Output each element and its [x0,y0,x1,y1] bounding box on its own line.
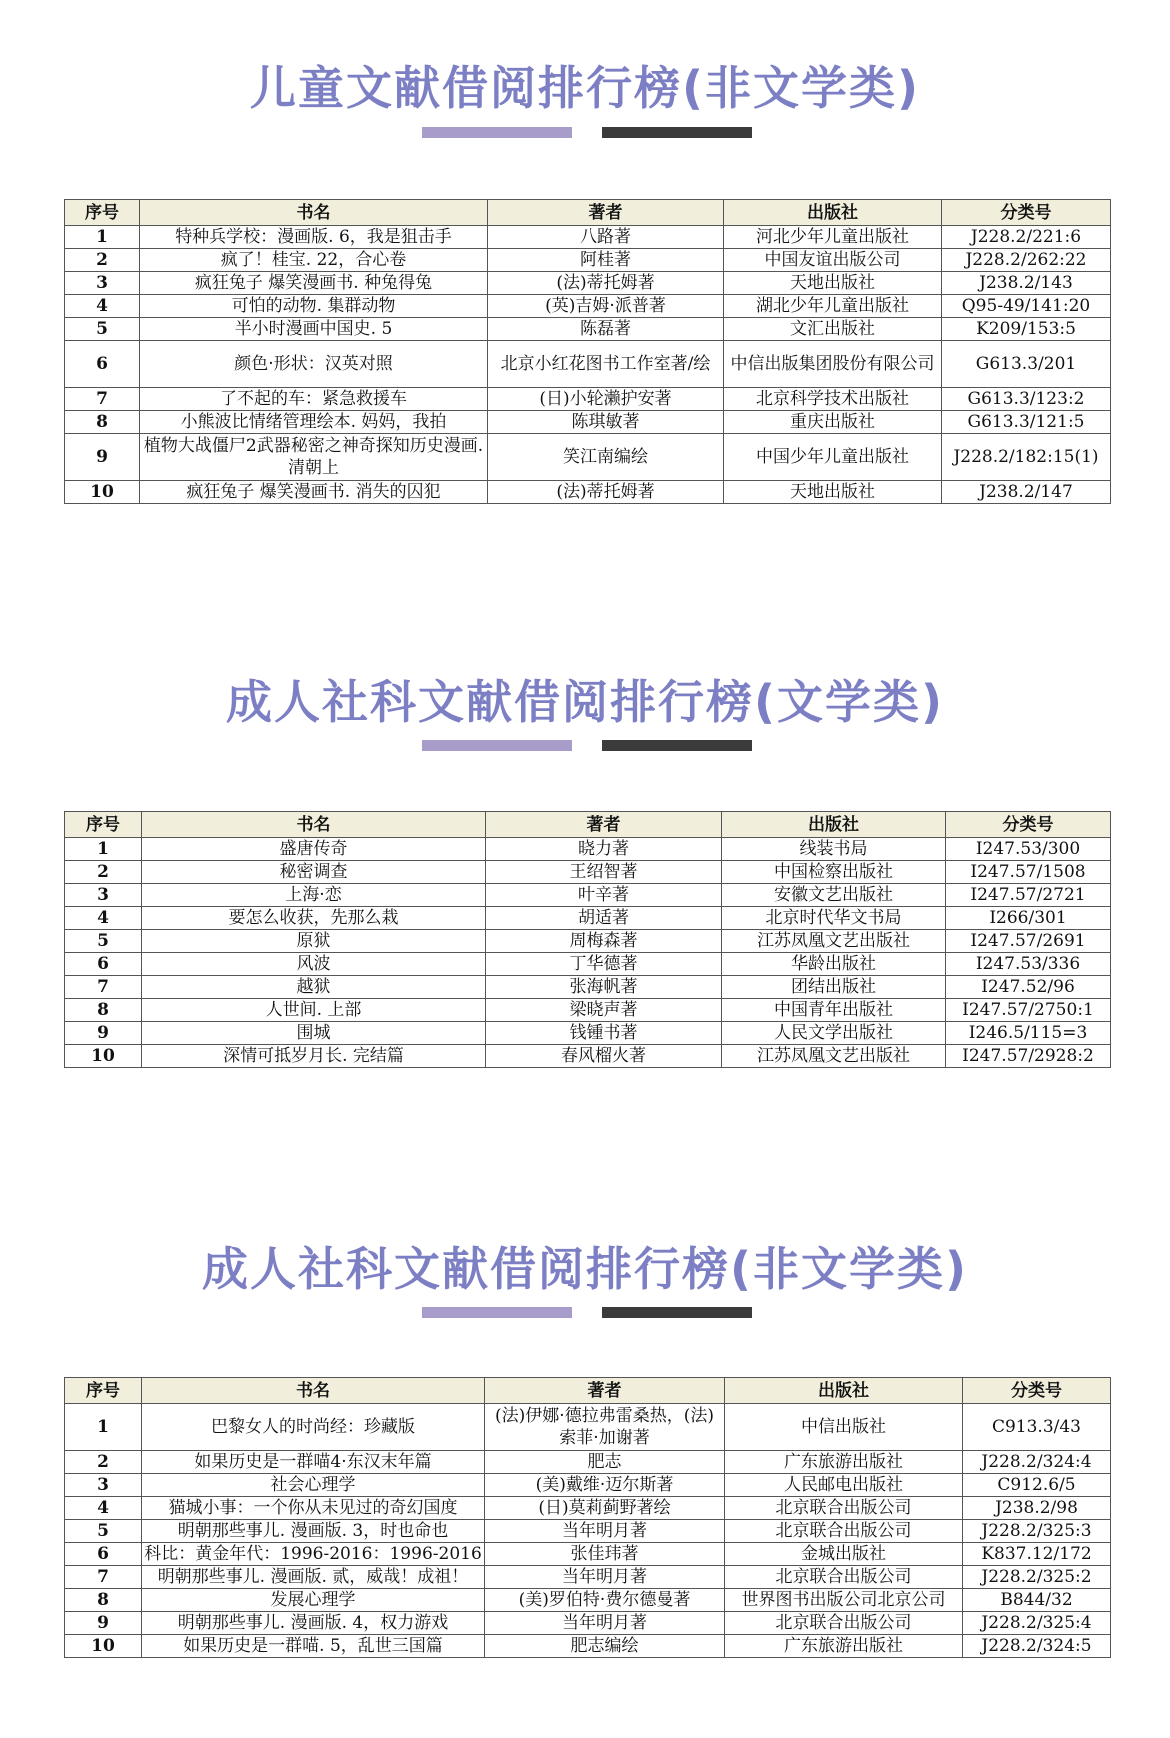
rank-cell: 2 [65,861,142,884]
author-cell: 当年明月著 [485,1566,725,1589]
callnumber-cell: J228.2/325:2 [963,1566,1111,1589]
section-1-divider-right [602,127,752,138]
table-row [65,318,1111,341]
title-cell: 半小时漫画中国史. 5 [140,318,488,341]
title-cell: 要怎么收获，先那么栽 [142,907,486,930]
rank-cell: 7 [65,976,142,999]
publisher-cell: 广东旅游出版社 [725,1451,963,1474]
callnumber-cell: G613.3/123:2 [942,388,1111,411]
callnumber-cell: C912.6/5 [963,1474,1111,1497]
callnumber-cell: Q95-49/141:20 [942,295,1111,318]
rank-cell: 2 [65,249,140,272]
callnumber-cell: J228.2/324:5 [963,1635,1111,1658]
publisher-cell: 北京联合出版公司 [725,1520,963,1543]
publisher-cell: 中信出版社 [725,1404,963,1451]
rank-cell: 8 [65,411,140,434]
author-cell: 晓力著 [486,838,722,861]
table-row [65,388,1111,411]
table-header-row [65,812,1111,838]
publisher-cell: 世界图书出版公司北京公司 [725,1589,963,1612]
publisher-cell: 天地出版社 [724,272,942,295]
table-row [65,976,1111,999]
callnumber-cell: I247.57/2721 [946,884,1111,907]
author-cell: 周梅森著 [486,930,722,953]
callnumber-cell: K209/153:5 [942,318,1111,341]
author-cell: (日)小轮濑护安著 [488,388,724,411]
table-row [65,249,1111,272]
author-cell: 阿桂著 [488,249,724,272]
title-cell: 如果历史是一群喵. 5，乱世三国篇 [142,1635,485,1658]
callnumber-cell: J228.2/325:3 [963,1520,1111,1543]
table-row [65,411,1111,434]
header-title: 书名 [142,1378,485,1404]
rank-cell: 9 [65,1612,142,1635]
header-rank: 序号 [65,1378,142,1404]
header-author: 著者 [485,1378,725,1404]
table-row [65,1451,1111,1474]
table-header-row [65,1378,1111,1404]
header-author: 著者 [488,200,724,226]
table-row [65,1474,1111,1497]
rank-cell: 5 [65,1520,142,1543]
title-cell: 疯狂兔子 爆笑漫画书. 种兔得兔 [140,272,488,295]
author-cell: 笑江南编绘 [488,434,724,481]
table-row [65,930,1111,953]
author-cell: 胡适著 [486,907,722,930]
callnumber-cell: I247.52/96 [946,976,1111,999]
callnumber-cell: B844/32 [963,1589,1111,1612]
title-cell: 人世间. 上部 [142,999,486,1022]
publisher-cell: 北京联合出版公司 [725,1612,963,1635]
rank-cell: 7 [65,388,140,411]
callnumber-cell: G613.3/121:5 [942,411,1111,434]
callnumber-cell: C913.3/43 [963,1404,1111,1451]
publisher-cell: 江苏凤凰文艺出版社 [722,1045,946,1068]
publisher-cell: 北京联合出版公司 [725,1566,963,1589]
table-row [65,1022,1111,1045]
publisher-cell: 北京科学技术出版社 [724,388,942,411]
title-cell: 发展心理学 [142,1589,485,1612]
table-row [65,1612,1111,1635]
publisher-cell: 金城出版社 [725,1543,963,1566]
section-3-divider-right [602,1307,752,1318]
section-1-title: 儿童文献借阅排行榜(非文学类) [249,61,921,115]
callnumber-cell: I247.53/336 [946,953,1111,976]
header-publisher: 出版社 [725,1378,963,1404]
publisher-cell: 天地出版社 [724,481,942,504]
publisher-cell: 中国友谊出版公司 [724,249,942,272]
header-publisher: 出版社 [724,200,942,226]
title-cell: 深情可抵岁月长. 完结篇 [142,1045,486,1068]
rank-cell: 10 [65,481,140,504]
rank-cell: 9 [65,434,140,481]
callnumber-cell: I246.5/115=3 [946,1022,1111,1045]
rank-cell: 6 [65,953,142,976]
table-row [65,1543,1111,1566]
header-callnumber: 分类号 [946,812,1111,838]
publisher-cell: 河北少年儿童出版社 [724,226,942,249]
rank-cell: 4 [65,1497,142,1520]
author-cell: 陈磊著 [488,318,724,341]
callnumber-cell: J228.2/324:4 [963,1451,1111,1474]
publisher-cell: 华龄出版社 [722,953,946,976]
rank-cell: 7 [65,1566,142,1589]
section-2-divider-right [602,740,752,751]
title-cell: 风波 [142,953,486,976]
table-row [65,434,1111,481]
title-cell: 围城 [142,1022,486,1045]
table-row [65,226,1111,249]
rank-cell: 10 [65,1635,142,1658]
table-row [65,481,1111,504]
callnumber-cell: J238.2/147 [942,481,1111,504]
table-row [65,1045,1111,1068]
author-cell: (法)伊娜·德拉弗雷桑热，(法)索菲·加谢著 [485,1404,725,1451]
title-cell: 小熊波比情绪管理绘本. 妈妈，我拍 [140,411,488,434]
title-cell: 社会心理学 [142,1474,485,1497]
table-row [65,884,1111,907]
author-cell: 梁晓声著 [486,999,722,1022]
table-row [65,1566,1111,1589]
rank-cell: 3 [65,1474,142,1497]
rank-cell: 1 [65,838,142,861]
title-cell: 科比：黄金年代：1996-2016：1996-2016 [142,1543,485,1566]
rank-cell: 6 [65,1543,142,1566]
publisher-cell: 中国少年儿童出版社 [724,434,942,481]
publisher-cell: 重庆出版社 [724,411,942,434]
title-cell: 原狱 [142,930,486,953]
header-author: 著者 [486,812,722,838]
author-cell: 陈琪敏著 [488,411,724,434]
ranking-table-children-nonfiction [64,199,1111,504]
section-3-divider-left [422,1307,572,1318]
publisher-cell: 安徽文艺出版社 [722,884,946,907]
table-row [65,1520,1111,1543]
author-cell: 肥志编绘 [485,1635,725,1658]
table-row [65,1497,1111,1520]
table-row [65,953,1111,976]
callnumber-cell: I247.57/2750:1 [946,999,1111,1022]
table-row [65,838,1111,861]
publisher-cell: 线装书局 [722,838,946,861]
title-cell: 盛唐传奇 [142,838,486,861]
publisher-cell: 团结出版社 [722,976,946,999]
callnumber-cell: I266/301 [946,907,1111,930]
callnumber-cell: J228.2/221:6 [942,226,1111,249]
section-1-divider-left [422,127,572,138]
title-cell: 明朝那些事儿. 漫画版. 贰，威哉！成祖！ [142,1566,485,1589]
header-rank: 序号 [65,200,140,226]
callnumber-cell: K837.12/172 [963,1543,1111,1566]
callnumber-cell: J228.2/262:22 [942,249,1111,272]
table-row [65,861,1111,884]
publisher-cell: 人民邮电出版社 [725,1474,963,1497]
table-row [65,1589,1111,1612]
header-rank: 序号 [65,812,142,838]
rank-cell: 1 [65,226,140,249]
title-cell: 了不起的车：紧急救援车 [140,388,488,411]
table-header-row [65,200,1111,226]
rank-cell: 4 [65,295,140,318]
publisher-cell: 北京时代华文书局 [722,907,946,930]
callnumber-cell: I247.53/300 [946,838,1111,861]
author-cell: 王绍智著 [486,861,722,884]
table-row [65,999,1111,1022]
title-cell: 明朝那些事儿. 漫画版. 4，权力游戏 [142,1612,485,1635]
table-row [65,272,1111,295]
section-2-divider-left [422,740,572,751]
publisher-cell: 中国检察出版社 [722,861,946,884]
callnumber-cell: J238.2/143 [942,272,1111,295]
table-row [65,341,1111,388]
ranking-table-adult-nonfiction [64,1377,1111,1658]
title-cell: 疯狂兔子 爆笑漫画书. 消失的囚犯 [140,481,488,504]
title-cell: 疯了！桂宝. 22，合心卷 [140,249,488,272]
publisher-cell: 广东旅游出版社 [725,1635,963,1658]
title-cell: 明朝那些事儿. 漫画版. 3，时也命也 [142,1520,485,1543]
author-cell: 丁华德著 [486,953,722,976]
callnumber-cell: I247.57/2928:2 [946,1045,1111,1068]
publisher-cell: 北京联合出版公司 [725,1497,963,1520]
ranking-table-adult-literature [64,811,1111,1068]
section-3-title: 成人社科文献借阅排行榜(非文学类) [201,1242,969,1296]
author-cell: 当年明月著 [485,1612,725,1635]
title-cell: 猫城小事：一个你从未见过的奇幻国度 [142,1497,485,1520]
title-cell: 如果历史是一群喵4·东汉末年篇 [142,1451,485,1474]
table-row [65,907,1111,930]
callnumber-cell: I247.57/1508 [946,861,1111,884]
rank-cell: 10 [65,1045,142,1068]
table-row [65,1404,1111,1451]
callnumber-cell: J228.2/325:4 [963,1612,1111,1635]
publisher-cell: 文汇出版社 [724,318,942,341]
author-cell: (英)吉姆·派普著 [488,295,724,318]
table-row [65,1635,1111,1658]
rank-cell: 1 [65,1404,142,1451]
title-cell: 越狱 [142,976,486,999]
table-row [65,295,1111,318]
callnumber-cell: J238.2/98 [963,1497,1111,1520]
author-cell: 肥志 [485,1451,725,1474]
callnumber-cell: J228.2/182:15(1) [942,434,1111,481]
author-cell: 春风榴火著 [486,1045,722,1068]
publisher-cell: 中信出版集团股份有限公司 [724,341,942,388]
author-cell: (美)戴维·迈尔斯著 [485,1474,725,1497]
author-cell: (法)蒂托姆著 [488,272,724,295]
title-cell: 特种兵学校：漫画版. 6，我是狙击手 [140,226,488,249]
title-cell: 秘密调查 [142,861,486,884]
author-cell: 当年明月著 [485,1520,725,1543]
header-title: 书名 [140,200,488,226]
title-cell: 植物大战僵尸2武器秘密之神奇探知历史漫画. 清朝上 [140,434,488,481]
section-2-title: 成人社科文献借阅排行榜(文学类) [225,675,945,729]
author-cell: 张海帆著 [486,976,722,999]
header-publisher: 出版社 [722,812,946,838]
rank-cell: 3 [65,884,142,907]
rank-cell: 8 [65,1589,142,1612]
header-callnumber: 分类号 [963,1378,1111,1404]
publisher-cell: 湖北少年儿童出版社 [724,295,942,318]
author-cell: (日)莫莉蓟野著绘 [485,1497,725,1520]
author-cell: 钱锺书著 [486,1022,722,1045]
author-cell: (美)罗伯特·费尔德曼著 [485,1589,725,1612]
publisher-cell: 江苏凤凰文艺出版社 [722,930,946,953]
author-cell: 叶辛著 [486,884,722,907]
title-cell: 可怕的动物. 集群动物 [140,295,488,318]
rank-cell: 5 [65,930,142,953]
rank-cell: 3 [65,272,140,295]
rank-cell: 6 [65,341,140,388]
author-cell: 八路著 [488,226,724,249]
callnumber-cell: I247.57/2691 [946,930,1111,953]
author-cell: 张佳玮著 [485,1543,725,1566]
rank-cell: 4 [65,907,142,930]
publisher-cell: 中国青年出版社 [722,999,946,1022]
title-cell: 巴黎女人的时尚经：珍藏版 [142,1404,485,1451]
rank-cell: 2 [65,1451,142,1474]
author-cell: (法)蒂托姆著 [488,481,724,504]
header-title: 书名 [142,812,486,838]
header-callnumber: 分类号 [942,200,1111,226]
callnumber-cell: G613.3/201 [942,341,1111,388]
title-cell: 颜色·形状：汉英对照 [140,341,488,388]
rank-cell: 5 [65,318,140,341]
publisher-cell: 人民文学出版社 [722,1022,946,1045]
author-cell: 北京小红花图书工作室著/绘 [488,341,724,388]
rank-cell: 9 [65,1022,142,1045]
rank-cell: 8 [65,999,142,1022]
title-cell: 上海·恋 [142,884,486,907]
